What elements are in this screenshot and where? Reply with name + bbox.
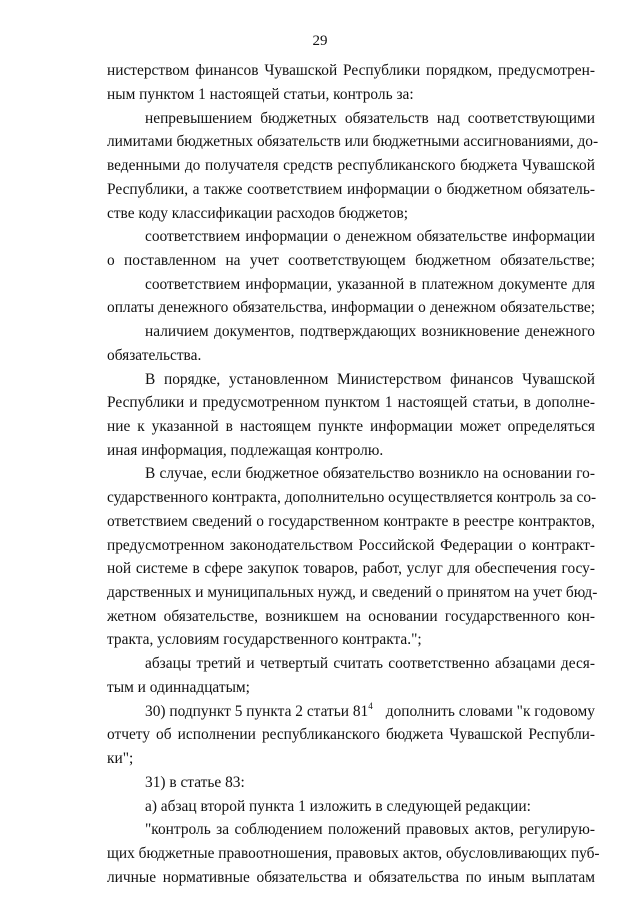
text-line: ной системе в сфере закупок товаров, работ, услуг для обеспечения госу- xyxy=(107,560,595,577)
text-line: ным пунктом 1 настоящей статьи, контроль за: xyxy=(107,86,414,103)
text-line: отчету об исполнении республиканского бюджета Чувашской Республи- xyxy=(107,726,595,743)
text-line: лимитами бюджетных обязательств или бюджетными ассигнованиями, до- xyxy=(107,133,599,150)
text-line: В порядке, установленном Министерством финансов Чувашской xyxy=(145,371,595,388)
text-line: "контроль за соблюдением положений правовых актов, регулирую- xyxy=(145,821,595,838)
text-line: ки"; xyxy=(107,750,134,767)
text-line: о поставленном на учет соответствующем бюджетном обязательстве; xyxy=(107,252,595,269)
text-line: жетном обязательстве, возникшем на основании государственного кон- xyxy=(107,608,595,625)
text-line: Республики и предусмотренном пунктом 1 настоящей статьи, в дополне- xyxy=(107,394,595,411)
text-line: тракта, условиям государственного контракта."; xyxy=(107,631,422,648)
text-line: тым и одиннадцатым; xyxy=(107,679,250,696)
amendment-text: 30) подпункт 5 пункта 2 статьи $81^4$ xyxy=(145,700,373,720)
amendment-text-tail: дополнить словами "к годовому xyxy=(385,703,595,720)
text-line xyxy=(145,700,595,721)
text-line: 31) в статье 83: xyxy=(145,774,245,791)
text-line: а) абзац второй пункта 1 изложить в следующей редакции: xyxy=(145,798,531,815)
text-line: ответствием сведений о государственном контракте в реестре контрактов, xyxy=(107,513,595,530)
text-line: наличием документов, подтверждающих возникновение денежного xyxy=(145,323,595,340)
text-line: В случае, если бюджетное обязательство возникло на основании го- xyxy=(145,465,595,482)
text-line: предусмотренном законодательством Российской Федерации о контракт- xyxy=(107,537,595,554)
text-line: веденными до получателя средств республиканского бюджета Чувашской xyxy=(107,157,595,174)
text-line: личные нормативные обязательства и обязательства по иным выплатам xyxy=(107,869,595,886)
text-line: непревышением бюджетных обязательств над соответствующими xyxy=(145,110,595,127)
text-line: абзацы третий и четвертый считать соответственно абзацами деся- xyxy=(145,655,595,672)
text-line: Республики, а также соответствием информации о бюджетном обязатель- xyxy=(107,181,595,198)
text-line: соответствием информации о денежном обязательстве информации xyxy=(145,228,595,245)
page-number: 29 xyxy=(312,33,328,49)
text-line: нистерством финансов Чувашской Республики порядком, предусмотрен- xyxy=(107,62,595,79)
text-line: стве коду классификации расходов бюджетов; xyxy=(107,205,409,222)
article-superscript: 4 xyxy=(368,700,373,711)
text-line: дарственных и муниципальных нужд, и сведений о принятом на учет бюд- xyxy=(107,584,598,601)
text-line: соответствием информации, указанной в платежном документе для xyxy=(145,276,595,293)
text-line: сударственного контракта, дополнительно осуществляется контроль за со- xyxy=(107,489,597,506)
text-line: ние к указанной в настоящем пункте информации может определяться xyxy=(107,418,595,435)
text-line: иная информация, подлежащая контролю. xyxy=(107,442,384,459)
text-line: оплаты денежного обязательства, информации о денежном обязательстве; xyxy=(107,299,595,316)
text-line: обязательства. xyxy=(107,347,202,364)
text-line: щих бюджетные правоотношения, правовых актов, обусловливающих пуб- xyxy=(107,845,600,862)
